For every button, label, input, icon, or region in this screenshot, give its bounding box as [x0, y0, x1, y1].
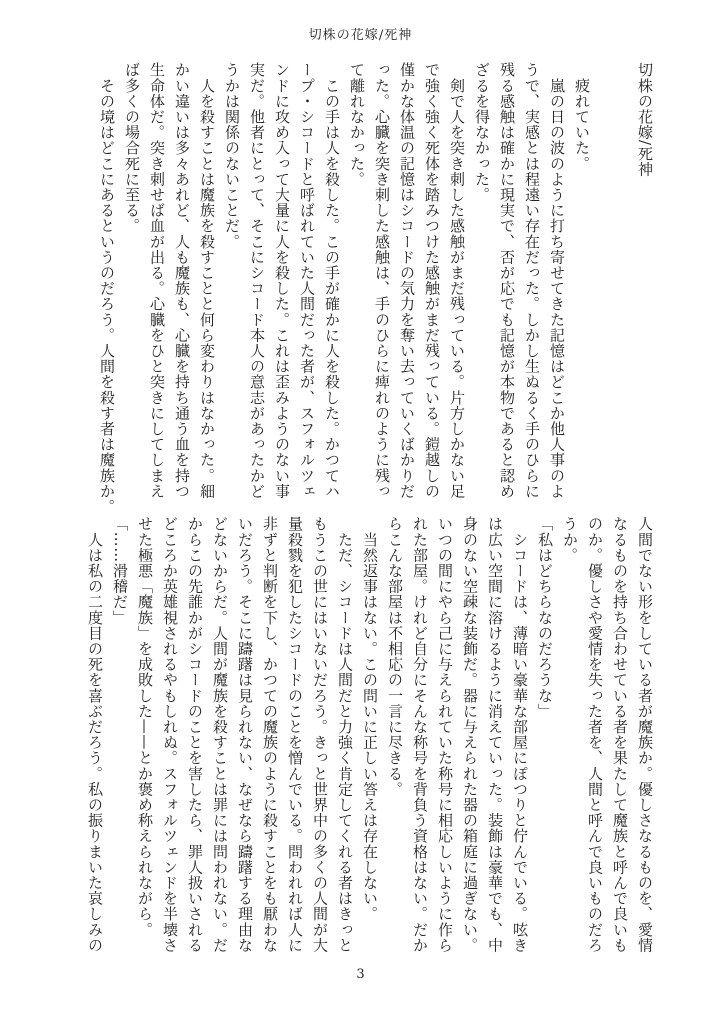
text-column-line: どないからだ。人間が魔族を殺すことは罪には問われない。だ [211, 516, 229, 953]
text-column-line: からこの先誰かがシコードのことを害したら、罪人扱いされる [186, 516, 204, 953]
text-column-line: ンドに攻め入って大量に人を殺した。これは歪みようのない事 [273, 62, 291, 499]
text-column-line: うかは関係のないことだ。 [223, 62, 241, 250]
text-column-line: シコードは、薄暗い豪華な部屋にぽつりと佇んでいる。呟き [511, 516, 529, 953]
text-column-line: 人を殺すことは魔族を殺すことと何ら変わりはなかった。細 [198, 62, 216, 499]
text-column-line: うで、実感とは程遠い存在だった。しかし生ぬるく手のひらに [523, 62, 541, 499]
text-column-line: せた極悪「魔族」を成敗した——とか褒め称えられながら。 [136, 516, 154, 938]
top-text-block [94, 62, 657, 515]
running-header-title: 切株の花嫁/死神 [308, 28, 413, 43]
text-column-line: ープ・シコードと呼ばれていた人間だった者が、スフォルツェ [298, 62, 316, 499]
text-column-line: 僅かな体温の記憶はシコードの気力を奪い去っていくばかりだ [398, 62, 416, 499]
text-column-line: ただ、シコードは人間だと力強く肯定してくれる者はきっと [336, 516, 354, 953]
text-column-line: 身のない空疎な装飾だ。器に与えられた器の箱庭に過ぎない。 [461, 516, 479, 953]
text-column-line: その境はどこにあるというのだろう。人間を殺す者は魔族か。 [98, 62, 116, 515]
text-column-line: うか。 [561, 516, 579, 563]
text-column-line: で強く強く死体を踏みつけた感触がまだ残っている。鎧越しの [423, 62, 441, 499]
text-column-line: れた部屋。けれど自分にそんな称号を背負う資格はない。だか [411, 516, 429, 953]
text-column-line: 人間でない形をしている者が魔族か。優しさなるものを、愛情 [636, 516, 654, 953]
text-column-line: いつの間にやら己に与えられていた称号に相応しいように作ら [436, 516, 454, 953]
page-number: 3 [356, 967, 365, 982]
text-column-line: この手は人を殺した。この手が確かに人を殺した。かつてハ [323, 62, 341, 499]
text-column-line: 実だ。他者にとって、そこにシコード本人の意志があったかど [248, 62, 266, 499]
text-column-line: かい違いは多々あれど、人も魔族も、心臓を持ち通う血を持つ [173, 62, 191, 499]
text-column-line: ざるを得なかった。 [473, 62, 491, 203]
text-column-line: 嵐の日の波のように打ち寄せてきた記憶はどこか他人事のよ [548, 62, 566, 499]
text-column-line: 残る感触は確かに現実で、否が応でも記憶が本物であると認め [498, 62, 516, 499]
text-column-line: なるものを持ち合わせている者を果たして魔族と呼んで良いも [611, 516, 629, 953]
text-column-line: らこんな部屋は不相応の一言に尽きる。 [386, 516, 404, 797]
text-column-line: 当然返事はない。この問いに正しい答えは存在しない。 [361, 516, 379, 922]
text-column-line: は広い空間に溶けるように消えていった。装飾は豪華でも、中 [486, 516, 504, 953]
text-column-line: 非ずと判断を下し、かつての魔族のように殺すことをも厭わな [261, 516, 279, 953]
text-column-line: て離れなかった。 [348, 62, 366, 187]
text-column-line: のか。優しさや愛情を失った者を、人間と呼んで良いものだろ [586, 516, 604, 953]
text-column-line: 「……滑稽だ」 [111, 516, 129, 626]
text-column-line: 人は私の二度目の死を喜ぶだろう。私の振りまいた哀しみの [86, 516, 104, 953]
text-column-line: どころか英雄視されるやもしれぬ。スフォルツェンドを半壊さ [161, 516, 179, 953]
text-column-line: ば多くの場合死に至る。 [123, 62, 141, 234]
text-column-line: 量殺戮を犯したシコードのことを憎んでいる。問われれば人に [286, 516, 304, 953]
bottom-text-block [82, 516, 657, 958]
text-column-line: った。心臓を突き刺した感触は、手のひらに痺れのように残っ [373, 62, 391, 499]
text-column-line: 「私はどちらなのだろうな」 [536, 516, 554, 719]
text-column-line: 疲れていた。 [573, 62, 591, 172]
text-column-line: 剣で人を突き刺した感触がまだ残っている。片方しかない足 [448, 62, 466, 499]
story-title-column: 切株の花嫁/死神 [636, 62, 654, 177]
text-column-line: もうこの世にはいないだろう。きっと世界中の多くの人間が大 [311, 516, 329, 953]
text-column-line: 生命体だ。突き刺せば血が出る。心臓をひと突きにしてしまえ [148, 62, 166, 499]
text-column-line: いだろう。そこに躊躇は見られない、なぜなら躊躇する理由な [236, 516, 254, 953]
